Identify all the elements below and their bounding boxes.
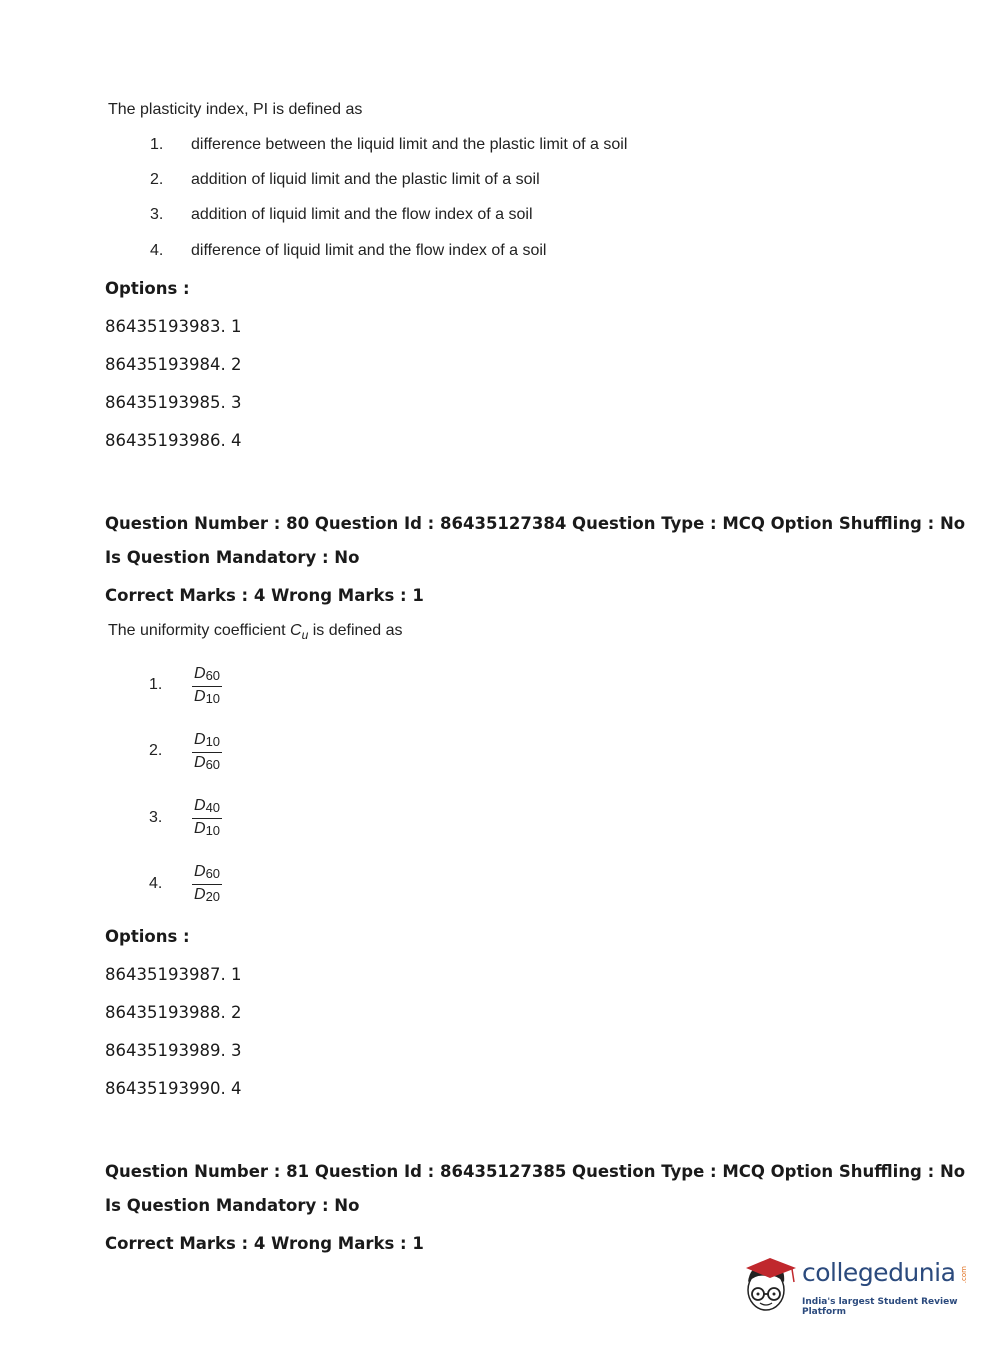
choice-text: addition of liquid limit and the flow index of a soil <box>191 206 533 223</box>
option-id: 86435193985. 3 <box>105 393 242 412</box>
option-id: 86435193987. 1 <box>105 965 242 984</box>
option-id: 86435193989. 3 <box>105 1041 242 1060</box>
cu-variable: C <box>290 622 302 639</box>
option-id: 86435193986. 4 <box>105 431 242 450</box>
numerator: $D_{60}$ <box>192 862 222 885</box>
choice-number: 4. <box>150 242 164 259</box>
choice-number: 2. <box>149 742 163 759</box>
denominator: $D_{10}$ <box>194 820 221 838</box>
choice-text: addition of liquid limit and the plastic limit of a soil <box>191 171 540 188</box>
intro-text: The uniformity coefficient <box>108 622 291 639</box>
denominator: $D_{60}$ <box>194 754 221 772</box>
logo-tagline: India's largest Student Review Platform <box>802 1297 958 1317</box>
question-marks: Correct Marks : 4 Wrong Marks : 1 <box>105 1234 424 1253</box>
question-mandatory: Is Question Mandatory : No <box>105 548 360 567</box>
denominator: $D_{10}$ <box>194 688 221 706</box>
cu-subscript: u <box>301 628 309 642</box>
question-intro <box>108 622 403 642</box>
denominator: $D_{20}$ <box>194 886 221 904</box>
option-id: 86435193983. 1 <box>105 317 242 336</box>
choice-text: difference of liquid limit and the flow index of a soil <box>191 242 547 259</box>
mascot-icon <box>740 1250 802 1320</box>
choice-number: 3. <box>149 809 163 826</box>
intro-text: is defined as <box>308 622 403 639</box>
fraction <box>192 862 222 907</box>
question-intro: The plasticity index, PI is defined as <box>108 101 363 118</box>
fraction <box>192 664 222 709</box>
numerator: $D_{10}$ <box>192 730 222 753</box>
choice-number: 4. <box>149 875 163 892</box>
question-marks: Correct Marks : 4 Wrong Marks : 1 <box>105 586 424 605</box>
collegedunia-logo <box>740 1250 970 1320</box>
logo-com-text: .com <box>960 1266 968 1284</box>
choice-number: 1. <box>149 676 163 693</box>
choice-number: 2. <box>150 171 164 188</box>
question-mandatory: Is Question Mandatory : No <box>105 1196 360 1215</box>
fraction <box>192 730 222 775</box>
numerator: $D_{40}$ <box>192 796 222 819</box>
options-label: Options : <box>105 927 190 946</box>
question-header: Question Number : 80 Question Id : 86435127384 Question Type : MCQ Option Shuffling : No <box>105 514 966 533</box>
choice-number: 3. <box>150 206 164 223</box>
logo-brand-text: collegedunia <box>802 1258 956 1287</box>
question-header: Question Number : 81 Question Id : 86435127385 Question Type : MCQ Option Shuffling : No <box>105 1162 966 1181</box>
option-id: 86435193990. 4 <box>105 1079 242 1098</box>
option-id: 86435193984. 2 <box>105 355 242 374</box>
numerator: $D_{60}$ <box>192 664 222 687</box>
choice-text: difference between the liquid limit and the plastic limit of a soil <box>191 136 628 153</box>
fraction <box>192 796 222 841</box>
choice-number: 1. <box>150 136 164 153</box>
option-id: 86435193988. 2 <box>105 1003 242 1022</box>
options-label: Options : <box>105 279 190 298</box>
